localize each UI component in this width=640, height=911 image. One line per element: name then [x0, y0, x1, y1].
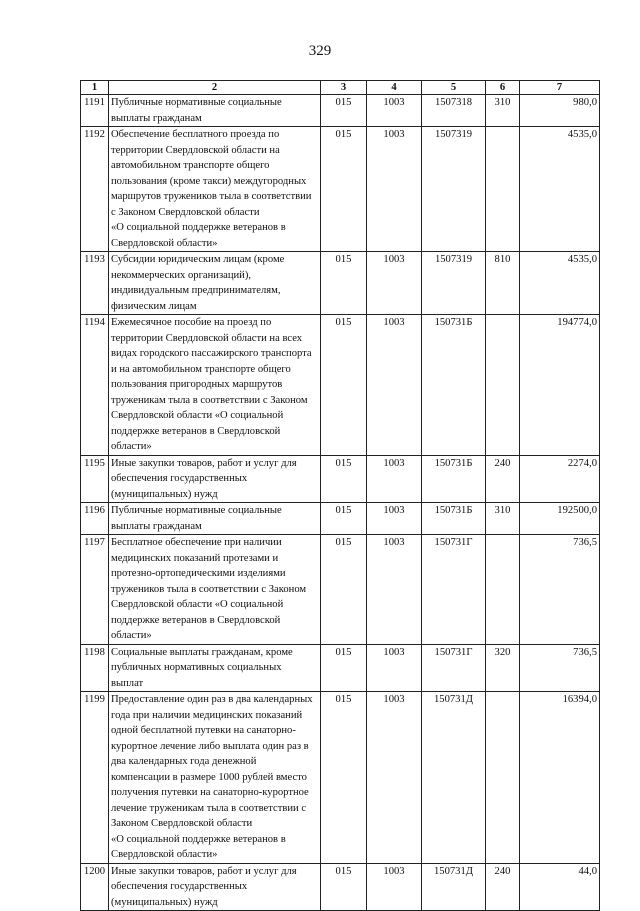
row-amount: 2274,0	[520, 455, 600, 503]
row-code-3: 015	[321, 644, 367, 692]
row-name: Субсидии юридическим лицам (кроме некоммерческих организаций), индивидуальным предпринимателям, физическим лицам	[109, 252, 321, 315]
row-code-5: 150731Б	[422, 503, 486, 535]
column-header-5: 5	[422, 81, 486, 95]
table-row	[81, 503, 600, 535]
row-code-5: 150731Г	[422, 644, 486, 692]
row-amount: 44,0	[520, 863, 600, 911]
table-row	[81, 315, 600, 456]
row-code-3: 015	[321, 315, 367, 456]
row-name: Иные закупки товаров, работ и услуг для обеспечения государственных (муниципальных) нужд	[109, 863, 321, 911]
row-name: Социальные выплаты гражданам, кроме публичных нормативных социальных выплат	[109, 644, 321, 692]
table-row	[81, 863, 600, 911]
table-row	[81, 95, 600, 127]
row-amount: 194774,0	[520, 315, 600, 456]
row-code-5: 1507319	[422, 252, 486, 315]
budget-table	[80, 80, 600, 911]
row-code-6: 240	[486, 863, 520, 911]
row-code-5: 1507319	[422, 127, 486, 252]
column-header-7: 7	[520, 81, 600, 95]
row-number: 1199	[81, 692, 109, 864]
page-number: 329	[308, 43, 332, 59]
row-code-6: 310	[486, 503, 520, 535]
row-code-5: 150731Г	[422, 535, 486, 645]
table-row	[81, 252, 600, 315]
row-code-4: 1003	[367, 692, 422, 864]
row-amount: 736,5	[520, 535, 600, 645]
row-number: 1200	[81, 863, 109, 911]
column-header-3: 3	[321, 81, 367, 95]
row-code-4: 1003	[367, 252, 422, 315]
row-name: Бесплатное обеспечение при наличии медицинских показаний протезами и протезно-ортопедическими изделиями тружеников тыла в соответствии с Законом Свердловской области «О социальной поддержке ветеранов в Свердловской области»	[109, 535, 321, 645]
row-number: 1193	[81, 252, 109, 315]
row-code-3: 015	[321, 503, 367, 535]
column-header-6: 6	[486, 81, 520, 95]
row-code-6	[486, 692, 520, 864]
row-code-3: 015	[321, 252, 367, 315]
row-code-4: 1003	[367, 863, 422, 911]
column-header-2: 2	[109, 81, 321, 95]
row-number: 1196	[81, 503, 109, 535]
row-code-4: 1003	[367, 455, 422, 503]
row-name: Предоставление один раз в два календарных года при наличии медицинских показаний одной бесплатной путевки на санаторно- курортное лечение либо выплата один раз в два календарных года денежной компенсации в размере 1000 рублей вместо получения путевки на санаторно-курортное лечение труженикам тыла в соответствии с Законом Свердловской области «О социальной поддержке ветеранов в Свердловской области»	[109, 692, 321, 864]
column-header-1: 1	[81, 81, 109, 95]
row-code-3: 015	[321, 127, 367, 252]
row-code-4: 1003	[367, 644, 422, 692]
row-number: 1191	[81, 95, 109, 127]
row-code-4: 1003	[367, 535, 422, 645]
row-amount: 16394,0	[520, 692, 600, 864]
row-name: Публичные нормативные социальные выплаты гражданам	[109, 95, 321, 127]
row-number: 1197	[81, 535, 109, 645]
table-row	[81, 127, 600, 252]
row-code-3: 015	[321, 863, 367, 911]
row-code-3: 015	[321, 535, 367, 645]
header-row	[81, 81, 600, 95]
row-code-6: 240	[486, 455, 520, 503]
table-row	[81, 455, 600, 503]
row-code-6	[486, 315, 520, 456]
row-code-4: 1003	[367, 127, 422, 252]
row-amount: 192500,0	[520, 503, 600, 535]
row-code-5: 150731Д	[422, 692, 486, 864]
table-row	[81, 644, 600, 692]
row-name: Публичные нормативные социальные выплаты гражданам	[109, 503, 321, 535]
row-code-5: 150731Б	[422, 315, 486, 456]
row-number: 1195	[81, 455, 109, 503]
row-amount: 4535,0	[520, 127, 600, 252]
row-code-3: 015	[321, 95, 367, 127]
row-number: 1194	[81, 315, 109, 456]
column-header-4: 4	[367, 81, 422, 95]
table-row	[81, 535, 600, 645]
row-code-5: 1507318	[422, 95, 486, 127]
row-code-6	[486, 127, 520, 252]
row-amount: 4535,0	[520, 252, 600, 315]
row-name: Иные закупки товаров, работ и услуг для обеспечения государственных (муниципальных) нужд	[109, 455, 321, 503]
row-code-3: 015	[321, 455, 367, 503]
row-number: 1192	[81, 127, 109, 252]
row-code-5: 150731Д	[422, 863, 486, 911]
row-code-6: 310	[486, 95, 520, 127]
row-number: 1198	[81, 644, 109, 692]
row-code-6: 320	[486, 644, 520, 692]
row-code-4: 1003	[367, 503, 422, 535]
row-code-5: 150731Б	[422, 455, 486, 503]
row-code-6: 810	[486, 252, 520, 315]
row-name: Обеспечение бесплатного проезда по территории Свердловской области на автомобильном транспорте общего пользования (кроме такси) междугородных маршрутов тружеников тыла в соответствии с Законом Свердловской области «О социальной поддержке ветеранов в Свердловской области»	[109, 127, 321, 252]
row-amount: 980,0	[520, 95, 600, 127]
table-row	[81, 692, 600, 864]
row-name: Ежемесячное пособие на проезд по территории Свердловской области на всех видах городского пассажирского транспорта и на автомобильном транспорте общего пользования пригородных маршрутов труженикам тыла в соответствии с Законом Свердловской области «О социальной поддержке ветеранов в Свердловской области»	[109, 315, 321, 456]
row-code-6	[486, 535, 520, 645]
row-code-3: 015	[321, 692, 367, 864]
row-code-4: 1003	[367, 95, 422, 127]
row-amount: 736,5	[520, 644, 600, 692]
row-code-4: 1003	[367, 315, 422, 456]
